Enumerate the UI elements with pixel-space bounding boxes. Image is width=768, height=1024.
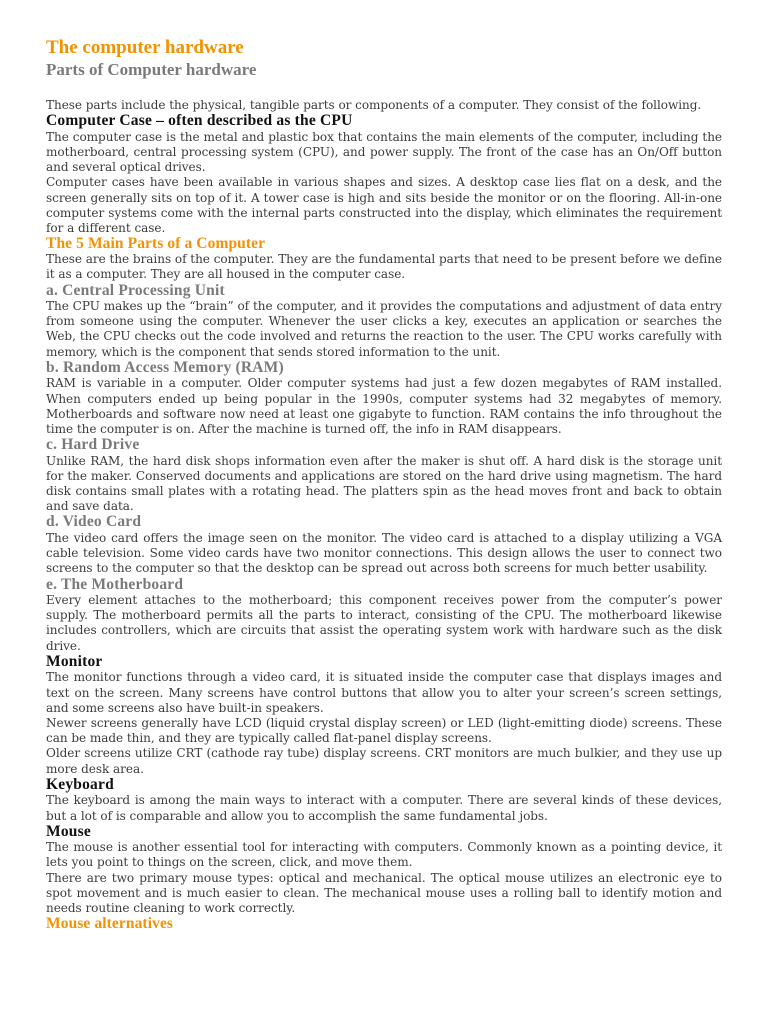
motherboard-paragraph: Every element attaches to the motherboard; this component receives power from the computer’s power supply. The motherboard permits all the parts to interact, consisting of the CPU. The motherboard likewise includes controllers, which are circuits that assist the operating system work with hardware such as the disk drive. (46, 593, 722, 653)
intro-paragraph: These parts include the physical, tangible parts or components of a computer. They consist of the following. (46, 98, 702, 112)
keyboard-heading: Keyboard (46, 775, 114, 793)
computer-case-heading: Computer Case – often described as the CPU (46, 112, 353, 130)
computer-case-paragraph-1: The computer case is the metal and plastic box that contains the main elements of the computer, including the motherboard, central processing system (CPU), and power supply. The front of the case has an On/Off button and several optical drives. (46, 129, 722, 175)
cpu-paragraph: The CPU makes up the “brain” of the computer, and it provides the computations and adjustment of data entry from someone using the computer. Whenever the user clicks a key, executes an application or searches the Web, the CPU checks out the code involved and returns the reaction to the user. The CPU works carefully with memory, which is the component that sends stored information to the unit. (46, 299, 722, 359)
mouse-heading: Mouse (46, 822, 91, 840)
ram-paragraph: RAM is variable in a computer. Older computer systems had just a few dozen megabytes of RAM installed. When computers ended up being popular in the 1990s, computer systems had 32 megabytes of memory. Motherboards and software now need at least one gigabyte to function. RAM contains the info throughout the time the computer is on. After the machine is turned off, the info in RAM disappears. (46, 376, 722, 436)
document-subtitle: Parts of Computer hardware (46, 60, 257, 79)
document-page (46, 36, 722, 932)
monitor-heading: Monitor (46, 652, 103, 670)
video-card-heading: d. Video Card (46, 513, 142, 531)
main-parts-paragraph: These are the brains of the computer. They are the fundamental parts that need to be present before we define it as a computer. They are all housed in the computer case. (46, 252, 722, 282)
monitor-paragraph-2: Newer screens generally have LCD (liquid crystal display screen) or LED (light-emitting diode) screens. These can be made thin, and they are typically called flat-panel display screens. (46, 716, 722, 746)
mouse-paragraph-1: The mouse is another essential tool for interacting with computers. Commonly known as a pointing device, it lets you point to things on the screen, click, and move them. (46, 840, 722, 870)
monitor-paragraph-3: Older screens utilize CRT (cathode ray tube) display screens. CRT monitors are much bulkier, and they use up more desk area. (46, 746, 722, 776)
computer-case-paragraph-2: Computer cases have been available in various shapes and sizes. A desktop case lies flat on a desk, and the screen generally sits on top of it. A tower case is high and sits beside the monitor or on the flooring. All-in-one computer systems come with the internal parts constructed into the display, which eliminates the requirement for a different case. (46, 175, 722, 235)
mouse-paragraph-2: There are two primary mouse types: optical and mechanical. The optical mouse utilizes an electronic eye to spot movement and is much easier to clean. The mechanical mouse uses a rolling ball to identify motion and needs routine cleaning to work correctly. (46, 870, 722, 916)
hard-drive-heading: c. Hard Drive (46, 436, 140, 454)
main-parts-heading: The 5 Main Parts of a Computer (46, 235, 266, 253)
cpu-heading: a. Central Processing Unit (46, 281, 225, 299)
hard-drive-paragraph: Unlike RAM, the hard disk shops information even after the maker is shut off. A hard disk is the storage unit for the maker. Conserved documents and applications are stored on the hard drive using magnetism. The hard disk contains small plates with a rotating head. The platters spin as the head moves front and back to obtain and save data. (46, 453, 722, 514)
video-card-paragraph: The video card offers the image seen on the monitor. The video card is attached to a display utilizing a VGA cable television. Some video cards have two monitor connections. This design allows the user to connect two screens to the computer so that the desktop can be spread out across both screens for much better usability. (46, 530, 722, 576)
motherboard-heading: e. The Motherboard (46, 575, 184, 593)
ram-heading: b. Random Access Memory (RAM) (46, 358, 284, 376)
mouse-alternatives-heading: Mouse alternatives (46, 915, 174, 933)
document-title: The computer hardware (46, 37, 244, 58)
keyboard-paragraph: The keyboard is among the main ways to interact with a computer. There are several kinds of these devices, but a lot of is comparable and allow you to accomplish the same fundamental jobs. (46, 793, 722, 823)
monitor-paragraph-1: The monitor functions through a video card, it is situated inside the computer case that displays images and text on the screen. Many screens have control buttons that allow you to alter your screen’s screen settings, and some screens also have built-in speakers. (46, 670, 722, 715)
